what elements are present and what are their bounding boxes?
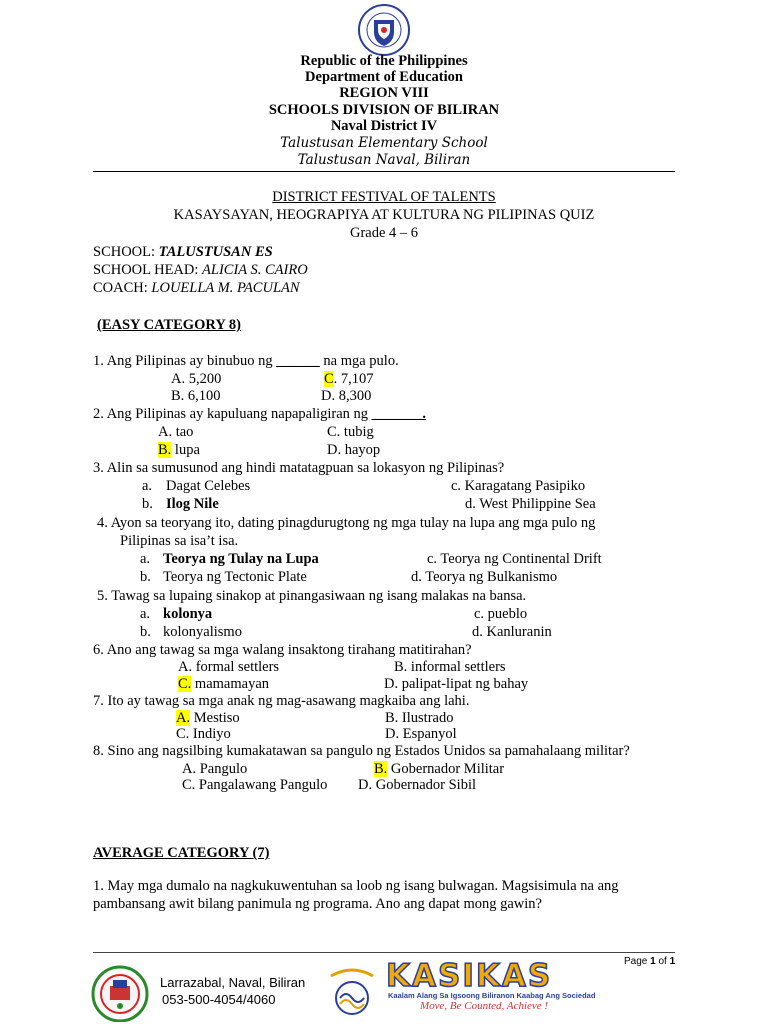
q4-choice-a-letter: a. [140,551,151,567]
q6-choice-c: C. mamamayan [178,676,270,692]
q5-choice-c: c. pueblo [474,606,528,622]
q8-question: 8. Sino ang nagsilbing kumakatawan sa pangulo ng Estados Unidos sa pamahalaang militar? [93,743,630,759]
title-grade: Grade 4 – 6 [349,225,419,241]
q4-choice-a: Teorya ng Tulay na Lupa [163,551,319,567]
kasikas-motto: Move, Be Counted, Achieve ! [420,1000,549,1012]
q6-choice-a: A. formal settlers [178,659,280,675]
header-division: SCHOOLS DIVISION OF BILIRAN [268,102,500,118]
q1-choice-c: C. 7,107 [324,371,374,387]
header-department: Department of Education [305,69,463,85]
coach-line: COACH: LOUELLA M. PACULAN [93,280,300,296]
q7-question: 7. Ito ay tawag sa mga anak ng mag-asawang magkaiba ang lahi. [93,693,470,709]
q3-choice-b: Ilog Nile [166,496,219,512]
q8-choice-b: B. Gobernador Militar [374,761,505,777]
q1-choice-a: A. 5,200 [171,371,222,387]
q5-question: 5. Tawag sa lupaing sinakop at pinangasiwaan ng isang malakas na bansa. [97,588,527,604]
footer-divider [93,952,675,953]
header-school: Talustusan Elementary School [280,135,488,151]
q4-choice-b-letter: b. [140,569,151,585]
q1-question: 1. Ang Pilipinas ay binubuo ng ______ na mga pulo. [93,353,399,369]
division-logo [88,964,152,1022]
q4-question-line1: 4. Ayon sa teoryang ito, dating pinagdurugtong ng mga tulay na lupa ang mga pulo ng [97,515,596,531]
q7-choice-c: C. Indiyo [176,726,231,742]
q5-choice-a-letter: a. [140,606,151,622]
q3-choice-d: d. West Philippine Sea [465,496,596,512]
q1-choice-d: D. 8,300 [321,388,372,404]
footer-phone: 053-500-4054/4060 [162,992,276,1007]
q2-choice-b: B. lupa [158,442,200,458]
q4-choice-c: c. Teorya ng Continental Drift [427,551,602,567]
header-republic: Republic of the Philippines [300,53,468,69]
q8-choice-a: A. Pangulo [182,761,248,777]
school-head-line: SCHOOL HEAD: ALICIA S. CAIRO [93,262,308,278]
q3-choice-a: Dagat Celebes [166,478,251,494]
q6-choice-b: B. informal settlers [394,659,506,675]
q4-choice-d: d. Teorya ng Bulkanismo [411,569,558,585]
school-line: SCHOOL: TALUSTUSAN ES [93,244,273,260]
q5-choice-b-letter: b. [140,624,151,640]
q5-choice-b: kolonyalismo [163,624,242,640]
q3-choice-b-letter: b. [142,496,153,512]
masikap-logo [323,964,381,1020]
header-divider [93,171,675,172]
header-region: REGION VIII [339,85,429,101]
q8-choice-c: C. Pangalawang Pangulo [182,777,328,793]
q3-choice-a-letter: a. [142,478,153,494]
q7-choice-b: B. Ilustrado [385,710,454,726]
header-address: Talustusan Naval, Biliran [297,152,471,168]
q2-question: 2. Ang Pilipinas ay kapuluang napapaligiran ng _______. [93,406,427,422]
q3-question: 3. Alin sa sumusunod ang hindi matatagpuan sa lokasyon ng Pilipinas? [93,460,505,476]
q4-choice-b: Teorya ng Tectonic Plate [163,569,307,585]
q4-question-line2: Pilipinas sa isa’t isa. [120,533,239,549]
q7-choice-a: A. Mestiso [176,710,240,726]
title-quiz: KASAYSAYAN, HEOGRAPIYA AT KULTURA NG PILIPINAS QUIZ [173,207,595,223]
q5-choice-a: kolonya [163,606,213,622]
q5-choice-d: d. Kanluranin [472,624,552,640]
title-festival: DISTRICT FESTIVAL OF TALENTS [272,189,496,205]
q3-choice-c: c. Karagatang Pasipiko [451,478,586,494]
q6-question: 6. Ano ang tawag sa mga walang insaktong tirahang matitirahan? [93,642,472,658]
kasikas-logo-text: KASIKAS [386,958,553,994]
easy-category-heading: (EASY CATEGORY 8) [97,317,241,333]
q2-choice-a: A. tao [158,424,194,440]
average-category-heading: AVERAGE CATEGORY (7) [93,845,270,861]
q6-choice-d: D. palipat-lipat ng bahay [384,676,529,692]
average-q1-line2: pambansang awit bilang panimula ng programa. Ano ang dapat mong gawin? [93,896,542,912]
deped-seal-logo [358,4,410,56]
header-district: Naval District IV [330,118,438,134]
kasikas-tagline: Kaalam Alang Sa Igsoong Biliranon Kaabag Ang Sociedad [388,991,596,1000]
footer-address: Larrazabal, Naval, Biliran [160,975,306,990]
q7-choice-d: D. Espanyol [385,726,457,742]
q8-choice-d: D. Gobernador Sibil [358,777,476,793]
q2-choice-d: D. hayop [327,442,381,458]
q2-choice-c: C. tubig [327,424,374,440]
page-number: Page 1 of 1 [624,956,676,967]
q1-choice-b: B. 6,100 [171,388,221,404]
average-q1-line1: 1. May mga dumalo na nagkukuwentuhan sa loob ng isang bulwagan. Magsisimula na ang [93,878,619,894]
